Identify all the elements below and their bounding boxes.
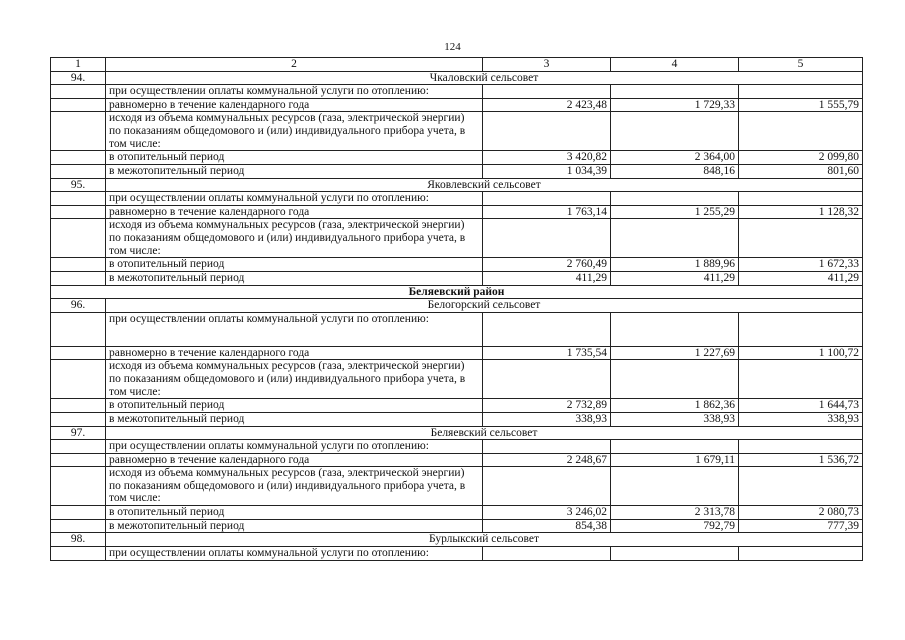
row-label: при осуществлении оплаты коммунальной услуги по отоплению: [106,312,483,346]
data-row [51,164,863,178]
row-number: 98. [51,533,106,547]
row-label: в отопительный период [106,399,483,413]
row-number [51,205,106,219]
header-cell: 1 [51,58,106,72]
value-col-5: 2 099,80 [739,151,863,165]
value-col-4: 792,79 [611,519,739,533]
value-col-5: 801,60 [739,164,863,178]
section-row [51,533,863,547]
row-number [51,412,106,426]
tariff-table [50,57,863,561]
value-col-4 [611,219,739,258]
value-col-3 [483,219,611,258]
multi-line-row [51,112,863,151]
row-number [51,98,106,112]
value-col-4: 1 227,69 [611,346,739,360]
value-col-3 [483,112,611,151]
row-label: равномерно в течение календарного года [106,453,483,467]
row-label: равномерно в течение календарного года [106,346,483,360]
value-col-3 [483,440,611,454]
value-col-3: 2 248,67 [483,453,611,467]
value-col-5 [739,440,863,454]
row-label: в межотопительный период [106,412,483,426]
row-number [51,519,106,533]
value-col-3: 1 763,14 [483,205,611,219]
row-number [51,85,106,99]
value-col-3: 2 423,48 [483,98,611,112]
multi-line-row [51,219,863,258]
data-row [51,453,863,467]
value-col-3: 1 735,54 [483,346,611,360]
section-row [51,426,863,440]
value-col-3 [483,312,611,346]
value-col-3: 411,29 [483,271,611,285]
value-col-5: 1 555,79 [739,98,863,112]
value-col-4 [611,192,739,206]
section-title: Беляевский сельсовет [106,426,863,440]
row-label: при осуществлении оплаты коммунальной услуги по отоплению: [106,547,483,561]
header-cell: 3 [483,58,611,72]
data-row [51,205,863,219]
section-title: Яковлевский сельсовет [106,178,863,192]
row-number: 97. [51,426,106,440]
data-row [51,346,863,360]
row-label: в отопительный период [106,258,483,272]
value-col-5: 411,29 [739,271,863,285]
value-col-4 [611,467,739,506]
page-number: 124 [444,41,461,53]
row-number [51,258,106,272]
value-col-5: 1 100,72 [739,346,863,360]
value-col-4 [611,547,739,561]
value-col-4: 1 255,29 [611,205,739,219]
value-col-3: 3 420,82 [483,151,611,165]
row-number [51,192,106,206]
value-col-4: 1 862,36 [611,399,739,413]
value-col-4: 411,29 [611,271,739,285]
row-label: при осуществлении оплаты коммунальной услуги по отоплению: [106,440,483,454]
value-col-4 [611,85,739,99]
value-col-5: 1 672,33 [739,258,863,272]
row-label: при осуществлении оплаты коммунальной услуги по отоплению: [106,192,483,206]
header-cell: 5 [739,58,863,72]
header-cell: 4 [611,58,739,72]
value-col-4: 1 679,11 [611,453,739,467]
label-row [51,547,863,561]
section-title: Чкаловский сельсовет [106,71,863,85]
value-col-5 [739,360,863,399]
value-col-4: 848,16 [611,164,739,178]
label-row [51,440,863,454]
header-cell: 2 [106,58,483,72]
value-col-5 [739,312,863,346]
value-col-3: 1 034,39 [483,164,611,178]
value-col-3: 2 732,89 [483,399,611,413]
value-col-4: 2 364,00 [611,151,739,165]
value-col-4: 1 889,96 [611,258,739,272]
row-number: 95. [51,178,106,192]
section-row [51,299,863,313]
row-label: исходя из объема коммунальных ресурсов (газа, электрической энергии) по показаниям общедомового и (или) индивидуального прибора учета, в том числе: [106,360,483,399]
row-number [51,112,106,151]
value-col-4: 338,93 [611,412,739,426]
row-number [51,312,106,346]
data-row [51,98,863,112]
data-row [51,519,863,533]
row-label: в межотопительный период [106,164,483,178]
row-number: 96. [51,299,106,313]
value-col-4 [611,112,739,151]
row-number [51,164,106,178]
row-number [51,440,106,454]
data-row [51,151,863,165]
row-number [51,271,106,285]
value-col-5: 338,93 [739,412,863,426]
value-col-3: 854,38 [483,519,611,533]
data-row [51,271,863,285]
label-row [51,85,863,99]
value-col-4 [611,360,739,399]
value-col-5: 1 644,73 [739,399,863,413]
section-title: Бурлыкский сельсовет [106,533,863,547]
data-row [51,399,863,413]
row-label: исходя из объема коммунальных ресурсов (газа, электрической энергии) по показаниям общедомового и (или) индивидуального прибора учета, в том числе: [106,467,483,506]
value-col-5 [739,192,863,206]
value-col-3 [483,192,611,206]
label-row [51,192,863,206]
row-number [51,467,106,506]
value-col-4 [611,312,739,346]
value-col-5 [739,112,863,151]
row-label: исходя из объема коммунальных ресурсов (газа, электрической энергии) по показаниям общедомового и (или) индивидуального прибора учета, в том числе: [106,219,483,258]
row-number [51,453,106,467]
data-row [51,258,863,272]
value-col-5 [739,85,863,99]
section-row [51,71,863,85]
value-col-5: 1 536,72 [739,453,863,467]
row-label: при осуществлении оплаты коммунальной услуги по отоплению: [106,85,483,99]
district-row [51,285,863,299]
row-label: в отопительный период [106,506,483,520]
value-col-5 [739,219,863,258]
value-col-3: 338,93 [483,412,611,426]
row-number [51,399,106,413]
value-col-3: 2 760,49 [483,258,611,272]
row-label: равномерно в течение календарного года [106,205,483,219]
row-number: 94. [51,71,106,85]
value-col-5 [739,547,863,561]
row-number [51,547,106,561]
row-label: в межотопительный период [106,271,483,285]
value-col-5: 2 080,73 [739,506,863,520]
row-number [51,360,106,399]
value-col-3 [483,547,611,561]
row-label: в отопительный период [106,151,483,165]
value-col-5: 1 128,32 [739,205,863,219]
district-title: Беляевский район [51,285,863,299]
data-row [51,412,863,426]
value-col-4: 1 729,33 [611,98,739,112]
row-number [51,506,106,520]
row-label: в межотопительный период [106,519,483,533]
data-row [51,506,863,520]
value-col-4: 2 313,78 [611,506,739,520]
multi-line-row [51,360,863,399]
value-col-3: 3 246,02 [483,506,611,520]
value-col-5: 777,39 [739,519,863,533]
section-row [51,178,863,192]
row-label: равномерно в течение календарного года [106,98,483,112]
row-number [51,219,106,258]
label-row [51,312,863,346]
value-col-3 [483,467,611,506]
header-row [51,58,863,72]
multi-line-row [51,467,863,506]
row-label: исходя из объема коммунальных ресурсов (газа, электрической энергии) по показаниям общедомового и (или) индивидуального прибора учета, в том числе: [106,112,483,151]
value-col-3 [483,85,611,99]
row-number [51,151,106,165]
value-col-5 [739,467,863,506]
value-col-4 [611,440,739,454]
row-number [51,346,106,360]
section-title: Белогорский сельсовет [106,299,863,313]
value-col-3 [483,360,611,399]
